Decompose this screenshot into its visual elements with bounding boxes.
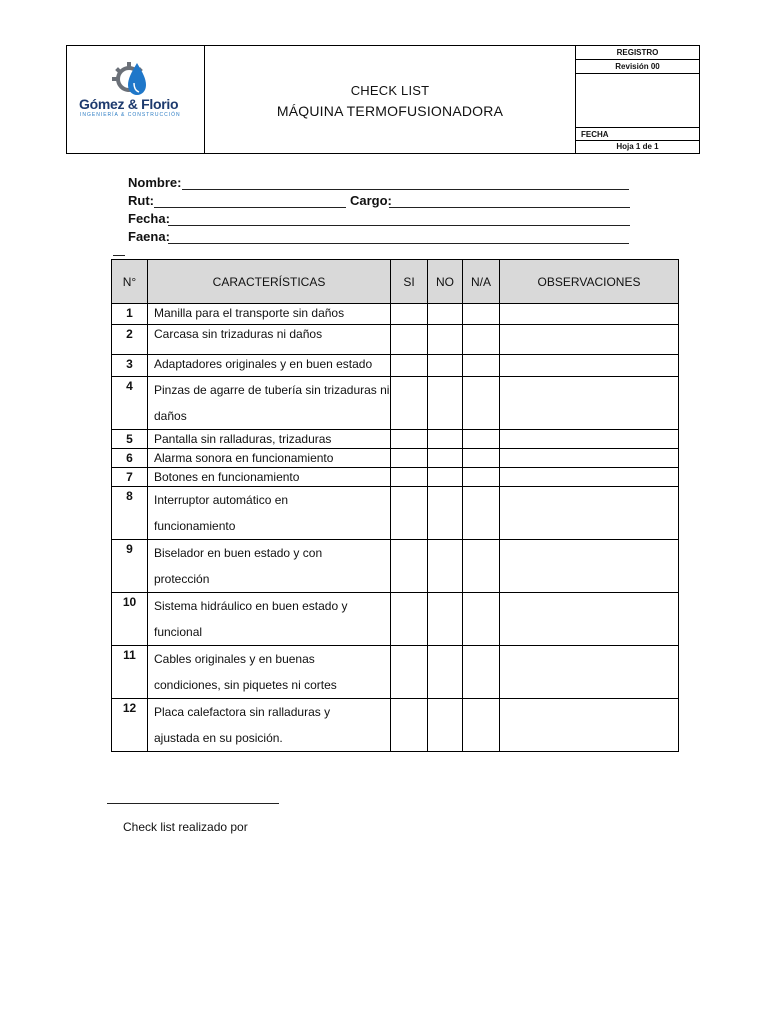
na-cell[interactable] xyxy=(463,593,500,646)
si-cell[interactable] xyxy=(391,646,428,699)
table-row xyxy=(112,430,679,449)
row-description: Manilla para el transporte sin daños xyxy=(148,304,391,325)
row-number: 10 xyxy=(112,593,148,646)
table-row xyxy=(112,304,679,325)
na-cell[interactable] xyxy=(463,646,500,699)
signature-line[interactable] xyxy=(107,803,279,804)
na-cell[interactable] xyxy=(463,430,500,449)
table-row xyxy=(112,487,679,540)
table-row xyxy=(112,377,679,430)
document-title xyxy=(205,46,575,153)
observaciones-cell[interactable] xyxy=(500,593,679,646)
page-count: Hoja 1 de 1 xyxy=(616,142,659,151)
na-cell[interactable] xyxy=(463,355,500,377)
cargo-label: Cargo: xyxy=(350,193,392,208)
header-na: N/A xyxy=(463,260,500,304)
na-cell[interactable] xyxy=(463,540,500,593)
observaciones-cell[interactable] xyxy=(500,540,679,593)
header-num: N° xyxy=(112,260,148,304)
no-cell[interactable] xyxy=(428,699,463,752)
observaciones-cell[interactable] xyxy=(500,646,679,699)
row-description: Interruptor automático en funcionamiento xyxy=(148,487,391,540)
si-cell[interactable] xyxy=(391,449,428,468)
fecha-line[interactable] xyxy=(168,225,630,226)
row-number: 8 xyxy=(112,487,148,540)
row-description: Biselador en buen estado y con protección xyxy=(148,540,391,593)
si-cell[interactable] xyxy=(391,430,428,449)
no-cell[interactable] xyxy=(428,487,463,540)
observaciones-cell[interactable] xyxy=(500,377,679,430)
table-row xyxy=(112,540,679,593)
company-tagline: INGENIERÍA & CONSTRUCCIÓN xyxy=(80,112,181,118)
header-caracteristicas: CARACTERÍSTICAS xyxy=(148,260,391,304)
header-no: NO xyxy=(428,260,463,304)
na-cell[interactable] xyxy=(463,449,500,468)
title-line-1: CHECK LIST xyxy=(350,83,430,98)
row-description: Botones en funcionamiento xyxy=(148,468,391,487)
row-number: 12 xyxy=(112,699,148,752)
table-row xyxy=(112,468,679,487)
checklist-table xyxy=(111,259,679,752)
row-number: 2 xyxy=(112,325,148,355)
si-cell[interactable] xyxy=(391,355,428,377)
company-logo xyxy=(67,46,205,153)
no-cell[interactable] xyxy=(428,468,463,487)
table-row xyxy=(112,325,679,355)
observaciones-cell[interactable] xyxy=(500,355,679,377)
no-cell[interactable] xyxy=(428,646,463,699)
observaciones-cell[interactable] xyxy=(500,468,679,487)
si-cell[interactable] xyxy=(391,468,428,487)
na-cell[interactable] xyxy=(463,304,500,325)
row-description: Alarma sonora en funcionamiento xyxy=(148,449,391,468)
si-cell[interactable] xyxy=(391,487,428,540)
row-number: 7 xyxy=(112,468,148,487)
observaciones-cell[interactable] xyxy=(500,430,679,449)
si-cell[interactable] xyxy=(391,699,428,752)
header-si: SI xyxy=(391,260,428,304)
no-cell[interactable] xyxy=(428,377,463,430)
registro-label: REGISTRO xyxy=(576,46,699,60)
row-description: Pantalla sin ralladuras, trizaduras xyxy=(148,430,391,449)
observaciones-cell[interactable] xyxy=(500,449,679,468)
table-header-row xyxy=(112,260,679,304)
cargo-line[interactable] xyxy=(389,207,630,208)
faena-label: Faena: xyxy=(128,229,170,244)
no-cell[interactable] xyxy=(428,430,463,449)
na-cell[interactable] xyxy=(463,377,500,430)
observaciones-cell[interactable] xyxy=(500,304,679,325)
gear-drop-icon xyxy=(111,59,153,97)
si-cell[interactable] xyxy=(391,540,428,593)
no-cell[interactable] xyxy=(428,449,463,468)
na-cell[interactable] xyxy=(463,699,500,752)
no-cell[interactable] xyxy=(428,325,463,355)
fecha-label: FECHA xyxy=(576,128,699,141)
document-info xyxy=(575,46,699,153)
observaciones-cell[interactable] xyxy=(500,325,679,355)
na-cell[interactable] xyxy=(463,325,500,355)
row-description: Adaptadores originales y en buen estado xyxy=(148,355,391,377)
table-row xyxy=(112,646,679,699)
row-number: 1 xyxy=(112,304,148,325)
row-description: Sistema hidráulico en buen estado y funcional xyxy=(148,593,391,646)
table-row xyxy=(112,355,679,377)
rut-line[interactable] xyxy=(154,207,346,208)
blank-cell xyxy=(576,74,699,128)
na-cell[interactable] xyxy=(463,468,500,487)
nombre-label: Nombre: xyxy=(128,175,182,190)
row-number: 11 xyxy=(112,646,148,699)
title-line-2: MÁQUINA TERMOFUSIONADORA xyxy=(276,103,504,119)
row-description: Carcasa sin trizaduras ni daños xyxy=(148,325,391,355)
row-number: 3 xyxy=(112,355,148,377)
signature-label: Check list realizado por xyxy=(123,820,248,834)
rut-label: Rut: xyxy=(128,193,154,208)
no-cell[interactable] xyxy=(428,355,463,377)
row-number: 9 xyxy=(112,540,148,593)
table-row xyxy=(112,699,679,752)
header-observaciones: OBSERVACIONES xyxy=(500,260,679,304)
no-cell[interactable] xyxy=(428,540,463,593)
short-dash xyxy=(113,255,125,256)
revision-label: Revisión 00 xyxy=(576,60,699,74)
company-name: Gómez & Florio xyxy=(79,96,179,112)
row-number: 5 xyxy=(112,430,148,449)
si-cell[interactable] xyxy=(391,593,428,646)
si-cell[interactable] xyxy=(391,325,428,355)
table-row xyxy=(112,449,679,468)
row-number: 4 xyxy=(112,377,148,430)
si-cell[interactable] xyxy=(391,377,428,430)
observaciones-cell[interactable] xyxy=(500,699,679,752)
na-cell[interactable] xyxy=(463,487,500,540)
fecha-field-label: Fecha: xyxy=(128,211,170,226)
row-number: 6 xyxy=(112,449,148,468)
faena-line[interactable] xyxy=(168,243,629,244)
nombre-line[interactable] xyxy=(182,189,629,190)
row-description: Pinzas de agarre de tubería sin trizaduras ni daños xyxy=(148,377,391,430)
no-cell[interactable] xyxy=(428,304,463,325)
row-description: Cables originales y en buenas condiciones, sin piquetes ni cortes xyxy=(148,646,391,699)
row-description: Placa calefactora sin ralladuras y ajustada en su posición. xyxy=(148,699,391,752)
no-cell[interactable] xyxy=(428,593,463,646)
table-row xyxy=(112,593,679,646)
observaciones-cell[interactable] xyxy=(500,487,679,540)
document-header xyxy=(66,45,700,154)
si-cell[interactable] xyxy=(391,304,428,325)
